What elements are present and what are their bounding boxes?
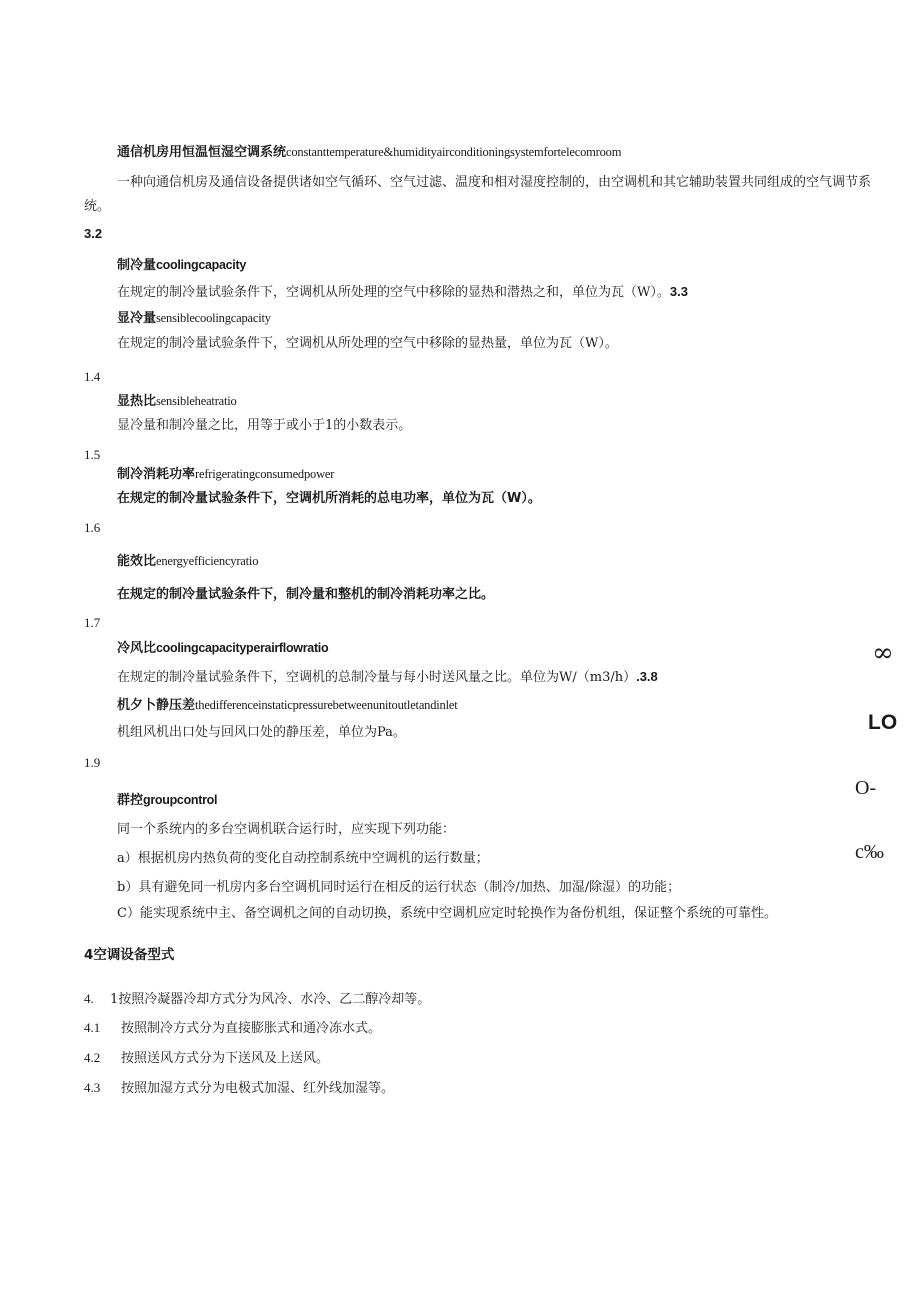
list-item [84,990,430,1009]
term-en: energyefficiencyratio [156,554,259,568]
term-definition: 机组风机出口处与回风口处的静压差，单位为Pa。 [117,725,406,740]
term-definition: 在规定的制冷量试验条件下，空调机从所处理的空气中移除的显热量，单位为瓦（W）。 [117,336,618,351]
item-number: 4.1 [84,1020,101,1035]
term-definition [117,283,688,302]
section-number: 1.6 [84,520,101,535]
list-item: a）根据机房内热负荷的变化自动控制系统中空调机的运行数量； [117,851,489,866]
margin-mark: LO [868,711,898,734]
section-number: 1.5 [84,447,101,462]
term-cn: 通信机房用恒温恒湿空调系统 [117,145,287,160]
item-text: 1按照冷凝器冷却方式分为风冷、水冷、乙二醇冷却等。 [110,992,431,1007]
term-heading [117,256,246,275]
term-cn: 能效比 [117,554,157,569]
list-item [84,1049,329,1068]
term-cn: 显热比 [117,394,157,409]
term-definition: 同一个系统内的多台空调机联合运行时，应实现下列功能： [117,822,456,837]
item-number: 4. [84,991,94,1006]
term-heading [117,791,217,810]
term-definition: 显冷量和制冷量之比，用等于或小于1的小数表示。 [117,418,412,433]
term-cn: 冷风比 [117,641,157,656]
list-item [84,1019,381,1038]
term-en: coolingcapacityperairflowratio [156,641,329,655]
term-heading [117,552,258,571]
term-definition [117,668,658,687]
term-heading [117,309,271,328]
section-number: 3.2 [84,226,103,241]
term-heading [117,696,458,715]
term-heading [117,465,334,484]
margin-mark: c‰ [855,841,884,863]
term-cn: 机夕卜静压差 [117,698,196,713]
term-en: refrigeratingconsumedpower [195,467,335,481]
term-en: coolingcapacity [156,258,246,272]
term-en: constanttemperature&humidityairconditioningsystemfortelecomroom [286,145,622,159]
term-definition: 一种向通信机房及通信设备提供诸如空气循环、空气过滤、温度和相对湿度控制的，由空调机和其它辅助装置共同组成的空气调节系统。 [84,175,872,214]
list-item [84,1079,394,1098]
item-text: 按照加湿方式分为电极式加湿、红外线加湿等。 [121,1081,395,1096]
section-heading: 4空调设备型式 [84,947,175,963]
term-definition: 在规定的制冷量试验条件下，空调机所消耗的总电功率，单位为瓦（W）。 [117,491,541,506]
section-number: 3.3 [669,284,688,299]
term-heading [117,392,237,411]
definition-text: 在规定的制冷量试验条件下，空调机的总制冷量与每小时送风量之比。单位为W/（m3/h） [117,670,637,685]
margin-mark: ∞ [872,638,894,668]
term-en: sensibleheatratio [156,394,237,408]
section-number: 1.7 [84,615,101,630]
term-heading [117,639,328,658]
definition-text: 在规定的制冷量试验条件下，空调机从所处理的空气中移除的显热和潜热之和，单位为瓦（W）。 [117,285,670,300]
term-cn: 制冷消耗功率 [117,467,196,482]
item-text: 按照制冷方式分为直接膨胀式和通冷冻水式。 [121,1021,382,1036]
section-number: .3.8 [636,669,658,684]
term-en: groupcontrol [143,793,218,807]
term-en: thedifferenceinstaticpressurebetweenunitoutletandinlet [195,698,458,712]
section-number: 1.9 [84,755,101,770]
term-heading [117,143,621,162]
margin-mark: O- [855,777,877,799]
item-number: 4.3 [84,1080,101,1095]
item-number: 4.2 [84,1050,101,1065]
list-item: b）具有避免同一机房内多台空调机同时运行在相反的运行状态（制冷/加热、加湿/除湿）的功能； [117,880,681,895]
item-text: 按照送风方式分为下送风及上送风。 [121,1051,330,1066]
term-definition: 在规定的制冷量试验条件下，制冷量和整机的制冷消耗功率之比。 [117,587,495,602]
section-number: 1.4 [84,369,101,384]
term-en: sensiblecoolingcapacity [156,311,271,325]
list-item: C）能实现系统中主、备空调机之间的自动切换，系统中空调机应定时轮换作为备份机组，保证整个系统的可靠性。 [117,906,777,921]
term-cn: 群控 [117,793,144,808]
term-cn: 显冷量 [117,311,157,326]
term-cn: 制冷量 [117,258,157,273]
